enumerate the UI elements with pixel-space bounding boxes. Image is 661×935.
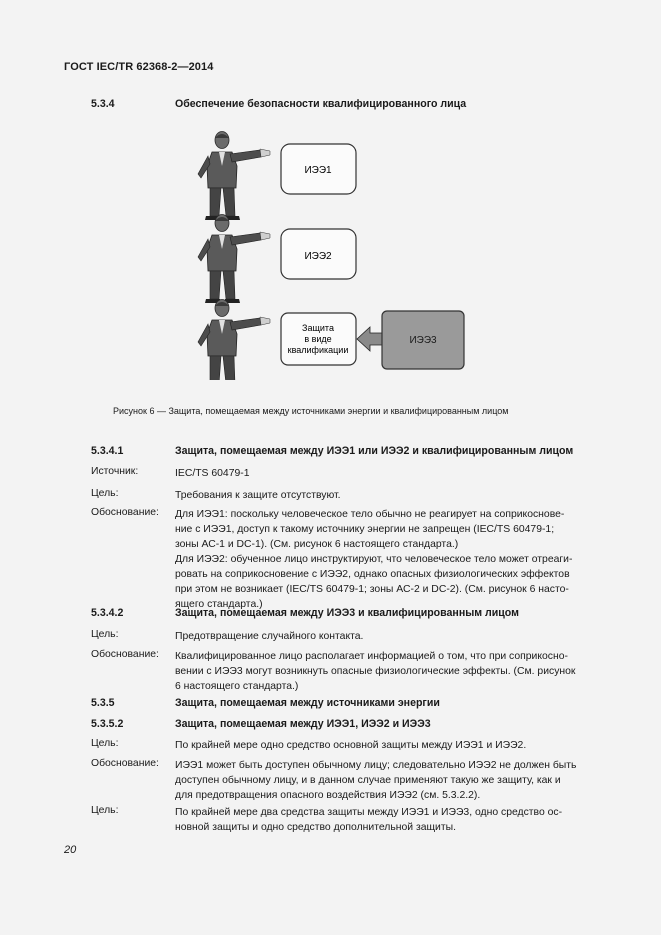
rationale-text <box>175 649 605 694</box>
arrow-left-icon <box>357 327 382 351</box>
text-line: для предотвращения опасного воздействия ИЭЭ2 (см. 5.3.2.2). <box>175 790 481 801</box>
text-line: ние с ИЭЭ1, доступ к такому источнику энергии не запрещен (IEC/TS 60479-1; <box>175 524 555 535</box>
person-icon-2 <box>198 215 270 304</box>
source-text: IEC/TS 60479-1 <box>175 468 250 479</box>
goal-label: Цель: <box>91 738 119 749</box>
section-number: 5.3.5 <box>91 697 115 709</box>
text-line: новной защиты и одно средство дополнительной защиты. <box>175 822 456 833</box>
figure-6-diagram <box>190 130 480 380</box>
goal-label: Цель: <box>91 805 119 816</box>
text-line: Для ИЭЭ1: поскольку человеческое тело обычно не реагирует на соприкоснове- <box>175 509 565 520</box>
box-iee1-label: ИЭЭ1 <box>304 165 332 176</box>
rationale-label: Обоснование: <box>91 758 159 769</box>
section-title: Защита, помещаемая между ИЭЭ1 или ИЭЭ2 и квалифицированным лицом <box>175 445 574 457</box>
figure-caption: Рисунок 6 — Защита, помещаемая между источниками энергии и квалифицированным лицом <box>113 406 509 416</box>
text-line: ящего стандарта.) <box>175 599 263 610</box>
section-number: 5.3.4 <box>91 98 115 110</box>
guard-line-3: квалификации <box>287 345 349 355</box>
section-number: 5.3.5.2 <box>91 718 124 730</box>
page-number: 20 <box>64 844 77 856</box>
rationale-text <box>175 758 605 803</box>
text-line: доступен обычному лицу, и в данном случае применяют такую же защиту, как и <box>175 775 561 786</box>
section-number: 5.3.4.2 <box>91 607 124 619</box>
goal-label: Цель: <box>91 629 119 640</box>
text-line: ровать на соприкосновение с ИЭЭ2, однако опасных физиологических эффектов <box>175 569 570 580</box>
person-icon-3 <box>198 300 270 381</box>
rationale-label: Обоснование: <box>91 507 159 518</box>
section-title: Защита, помещаемая между источниками энергии <box>175 697 440 709</box>
source-label: Источник: <box>91 466 139 477</box>
rationale-label: Обоснование: <box>91 649 159 660</box>
box-iee3-label: ИЭЭ3 <box>409 335 437 346</box>
text-line: Для ИЭЭ2: обученное лицо инструктируют, что человеческое тело может отреаги- <box>175 554 573 565</box>
section-title: Защита, помещаемая между ИЭЭ3 и квалифицированным лицом <box>175 607 519 619</box>
text-line: при этом не возникает (IEC/TS 60479-1; зоны АС-2 и DC-2). (См. рисунок 6 насто- <box>175 584 569 595</box>
goal-text: Предотвращение случайного контакта. <box>175 631 364 642</box>
text-line: вении с ИЭЭ3 могут возникнуть опасные физиологические эффекты. (См. рисунок <box>175 666 576 677</box>
text-line: Квалифицированное лицо располагает информацией о том, что при соприкосно- <box>175 651 568 662</box>
section-number: 5.3.4.1 <box>91 445 124 457</box>
person-icon-1 <box>198 132 270 221</box>
goal-text <box>175 805 605 835</box>
text-line: ИЭЭ1 может быть доступен обычному лицу; следовательно ИЭЭ2 не должен быть <box>175 760 577 771</box>
goal-text: По крайней мере одно средство основной защиты между ИЭЭ1 и ИЭЭ2. <box>175 740 527 751</box>
guard-line-1: Защита <box>302 323 334 333</box>
goal-text: Требования к защите отсутствуют. <box>175 490 341 501</box>
text-line: зоны АС-1 и DC-1). (См. рисунок 6 настоящего стандарта.) <box>175 539 459 550</box>
section-title: Обеспечение безопасности квалифицированного лица <box>175 98 467 110</box>
box-iee2-label: ИЭЭ2 <box>304 251 332 262</box>
rationale-text <box>175 507 605 612</box>
text-line: 6 настоящего стандарта.) <box>175 681 299 692</box>
text-line: По крайней мере два средства защиты между ИЭЭ1 и ИЭЭ3, одно средство ос- <box>175 807 563 818</box>
section-title: Защита, помещаемая между ИЭЭ1, ИЭЭ2 и ИЭЭ3 <box>175 718 431 730</box>
goal-label: Цель: <box>91 488 119 499</box>
guard-line-2: в виде <box>304 334 332 344</box>
document-header: ГОСТ IEC/TR 62368-2—2014 <box>64 61 214 73</box>
